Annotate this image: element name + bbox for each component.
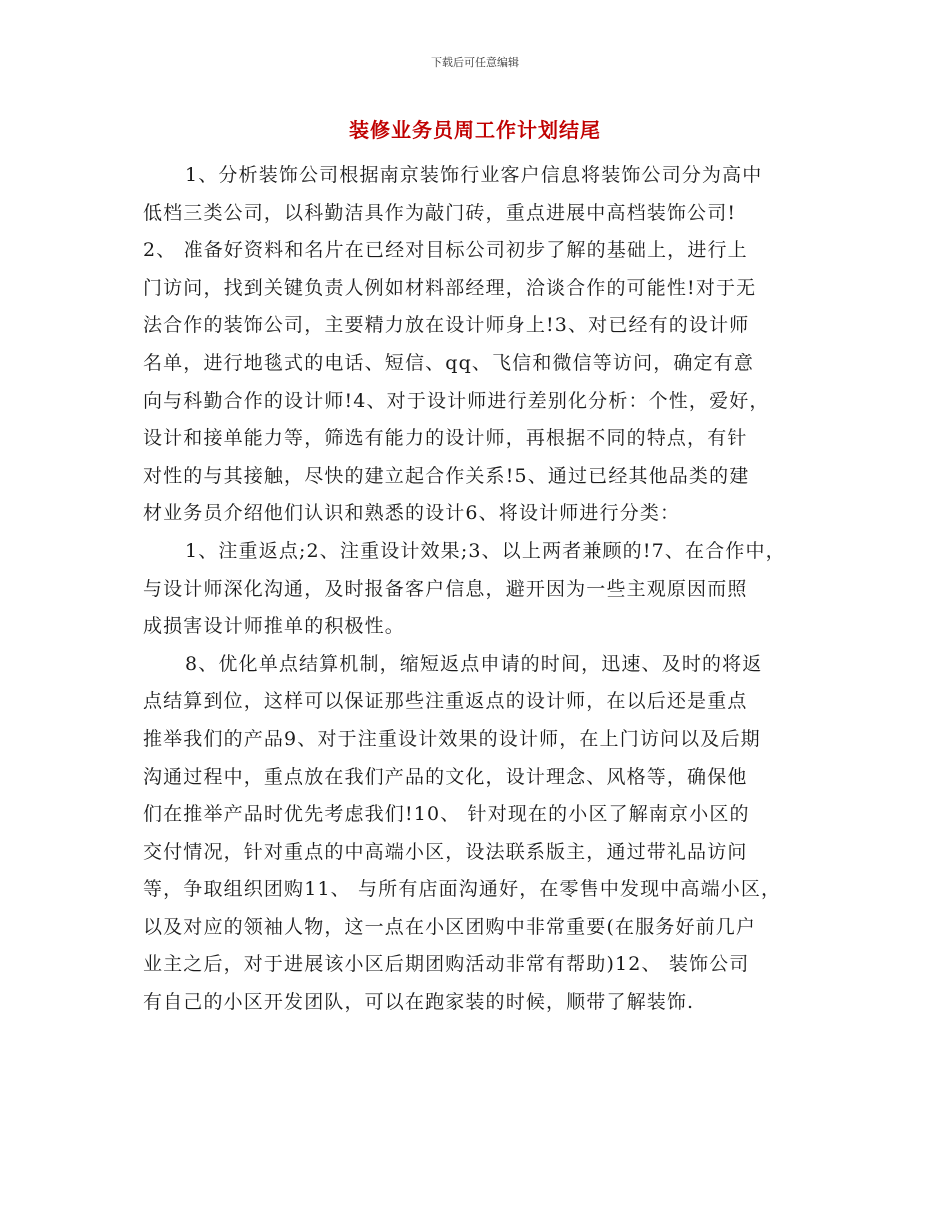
body-line: 有自己的小区开发团队，可以在跑家装的时候，顺带了解装饰. [143,991,695,1014]
body-line: 等，争取组织团购11、 与所有店面沟通好，在零售中发现中高端小区， [143,878,782,901]
body-line: 名单，进行地毯式的电话、短信、qq、飞信和微信等访问，确定有意 [143,351,754,374]
body-line: 1、注重返点;2、注重设计效果;3、以上两者兼顾的!7、在合作中， [185,539,786,562]
body-line: 推举我们的产品9、对于注重设计效果的设计师，在上门访问以及后期 [143,727,761,750]
body-line: 与设计师深化沟通，及时报备客户信息，避开因为一些主观原因而照 [143,577,748,600]
body-line: 向与科勤合作的设计师!4、对于设计师进行差别化分析：个性，爱好， [143,389,770,412]
body-line: 2、 准备好资料和名片在已经对目标公司初步了解的基础上，进行上 [143,239,748,262]
document-title: 装修业务员周工作计划结尾 [349,118,601,142]
body-line: 1、分析装饰公司根据南京装饰行业客户信息将装饰公司分为高中 [185,164,763,186]
body-line: 材业务员介绍他们认识和熟悉的设计6、将设计师进行分类： [143,502,681,525]
body-line: 以及对应的领袖人物，这一点在小区团购中非常重要(在服务好前几户 [143,915,757,938]
body-line: 们在推举产品时优先考虑我们!10、 针对现在的小区了解南京小区的 [143,803,750,826]
body-line: 交付情况，针对重点的中高端小区，设法联系版主，通过带礼品访问 [143,840,748,863]
page-header-note: 下载后可任意编辑 [431,56,519,69]
document-body [143,157,823,1022]
body-line: 业主之后，对于进展该小区后期团购活动非常有帮助)12、 装饰公司 [143,953,750,976]
body-line: 设计和接单能力等，筛选有能力的设计师，再根据不同的特点，有针 [143,427,748,450]
body-line: 成损害设计师推单的积极性。 [143,615,405,638]
body-line: 法合作的装饰公司，主要精力放在设计师身上!3、对已经有的设计师 [143,314,750,337]
body-line: 沟通过程中，重点放在我们产品的文化，设计理念、风格等，确保他 [143,765,748,788]
body-line: 低档三类公司，以科勤洁具作为敲门砖，重点进展中高档装饰公司! [143,201,737,224]
body-line: 门访问，找到关键负责人例如材料部经理，洽谈合作的可能性!对于无 [143,276,757,299]
body-line: 点结算到位，这样可以保证那些注重返点的设计师，在以后还是重点 [143,690,748,713]
body-line: 对性的与其接触，尽快的建立起合作关系!5、通过已经其他品类的建 [143,464,750,487]
body-line: 8、优化单点结算机制，缩短返点申请的时间，迅速、及时的将返 [185,652,763,675]
